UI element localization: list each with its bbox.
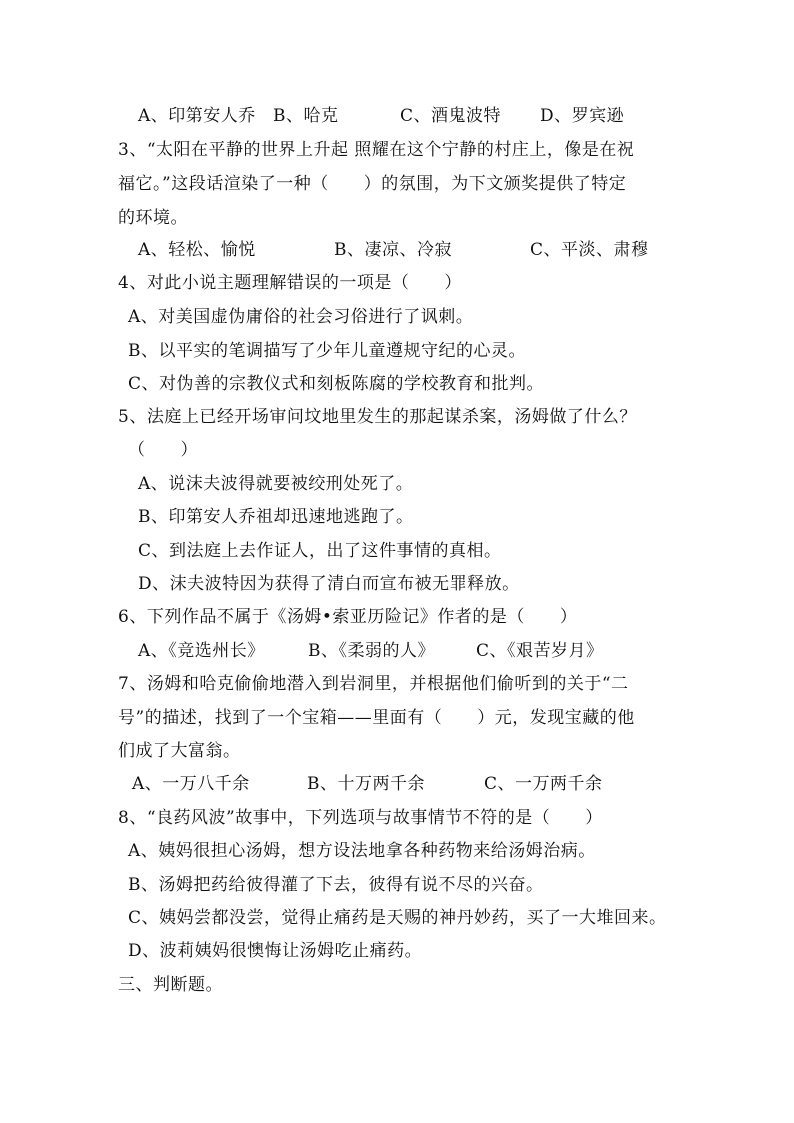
q8-option-b: B、汤姆把药给彼得灌了下去，彼得有说不尽的兴奋。 (128, 875, 544, 895)
q7-stem-line1: 7、汤姆和哈克偷偷地潜入到岩洞里，并根据他们偷听到的关于“二 (118, 674, 629, 694)
q7-option-b: B、十万两千余 (307, 774, 425, 794)
q4-option-b: B、以平实的笔调描写了少年儿童遵规守纪的心灵。 (128, 341, 526, 361)
q6-stem: 6、下列作品不属于《汤姆•索亚历险记》作者的是（ ） (118, 607, 578, 627)
q8-option-a: A、姨妈很担心汤姆，想方设法地拿各种药物来给汤姆治病。 (128, 841, 596, 861)
q5-option-a: A、说沫夫波得就要被绞刑处死了。 (138, 474, 414, 494)
q6-option-c: C、《艰苦岁月》 (476, 641, 604, 661)
q5-option-c: C、到法庭上去作证人，出了这件事情的真相。 (138, 541, 502, 561)
q3-stem-line1: 3、“太阳在平静的世界上升起 照耀在这个宁静的村庄上，像是在祝 (118, 140, 635, 160)
q3-option-c: C、平淡、肃穆 (530, 240, 649, 260)
q4-option-c: C、对伪善的宗教仪式和刻板陈腐的学校教育和批判。 (128, 374, 545, 394)
q8-stem: 8、“良药风波”故事中，下列选项与故事情节不符的是（ ） (118, 808, 603, 828)
q7-stem-line2: 号”的描述，找到了一个宝箱——里面有（ ）元，发现宝藏的他 (118, 708, 635, 728)
q2-option-d: D、罗宾逊 (540, 106, 625, 126)
q7-stem-line3: 们成了大富翁。 (118, 741, 241, 761)
q2-option-b: B、哈克 (273, 106, 339, 126)
q8-option-d: D、波莉姨妈很懊悔让汤姆吃止痛药。 (128, 941, 423, 961)
q7-options-row (132, 774, 603, 794)
q3-stem-line2: 福它。”这段话渲染了一种（ ）的氛围，为下文颁奖提供了特定 (118, 174, 627, 194)
q2-option-a: A、印第安人乔 (138, 106, 256, 126)
q4-stem: 4、对此小说主题理解错误的一项是（ ） (118, 273, 462, 293)
q3-option-a: A、轻松、愉悦 (138, 240, 256, 260)
q4-option-a: A、对美国虚伪庸俗的社会习俗进行了讽刺。 (128, 307, 474, 327)
q7-option-a: A、一万八千余 (132, 774, 250, 794)
q2-option-c: C、酒鬼波特 (400, 106, 502, 126)
q7-option-c: C、一万两千余 (484, 774, 603, 794)
q3-options-row (138, 240, 649, 260)
q5-option-b: B、印第安人乔祖却迅速地逃跑了。 (138, 507, 414, 527)
q3-option-b: B、凄凉、冷寂 (334, 240, 452, 260)
q5-stem-line2: （ ） (128, 440, 198, 460)
section-heading-judgement: 三、判断题。 (118, 975, 223, 995)
q6-option-a: A、《竞选州长》 (138, 641, 265, 661)
q2-options-row (138, 106, 625, 126)
q3-stem-line3: 的环境。 (118, 208, 188, 228)
q8-option-c: C、姨妈尝都没尝，觉得止痛药是天赐的神丹妙药，买了一大堆回来。 (128, 908, 667, 928)
q6-options-row (138, 641, 604, 661)
q5-stem-line1: 5、法庭上已经开场审问坟地里发生的那起谋杀案，汤姆做了什么？ (118, 407, 637, 427)
q6-option-b: B、《柔弱的人》 (308, 641, 435, 661)
q5-option-d: D、沫夫波特因为获得了清白而宣布被无罪释放。 (138, 574, 520, 594)
